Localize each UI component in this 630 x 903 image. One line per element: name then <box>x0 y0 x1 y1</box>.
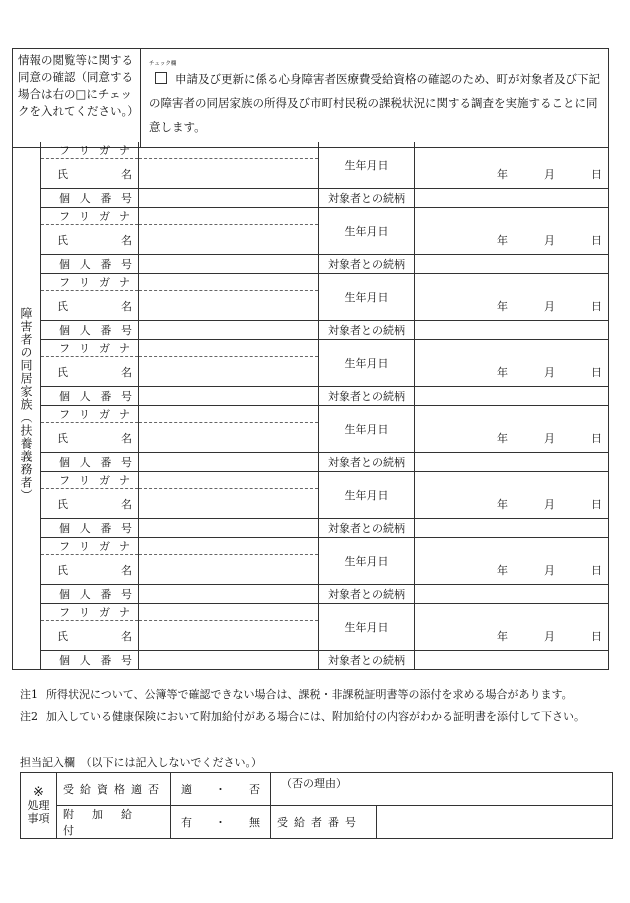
individual-number-label-char: 号 <box>120 522 132 535</box>
name-label-char: 名 <box>121 629 132 643</box>
date-unit: 日 <box>591 498 602 511</box>
individual-number-label-char: 番 <box>100 522 112 535</box>
individual-number-label-char: 個 <box>59 390 70 403</box>
processing-label <box>21 773 57 839</box>
extra-benefit-no: 無 <box>249 816 260 829</box>
family-member-furigana-row <box>13 604 609 621</box>
dob-field[interactable] <box>415 604 609 651</box>
name-label-char: 名 <box>121 497 132 511</box>
processing-label-line2: 事項 <box>27 812 50 825</box>
note-text: 加入している健康保険において附加給付がある場合には、附加給付の内容がわかる証明書を添付して下さい。 <box>46 710 585 723</box>
date-unit: 月 <box>544 564 555 577</box>
furigana-label-char: ガ <box>99 144 110 157</box>
furigana-label <box>41 142 139 159</box>
family-member-number-row <box>13 387 609 406</box>
individual-number-label-char: 号 <box>120 192 132 205</box>
consent-body <box>141 49 609 148</box>
individual-number-label-char: 番 <box>100 192 112 205</box>
individual-number-label-char: 人 <box>79 654 91 667</box>
furigana-label-char: フ <box>59 408 70 421</box>
family-member-number-row <box>13 585 609 604</box>
note-line <box>20 706 616 728</box>
date-unit: 日 <box>591 630 602 643</box>
furigana-label-char: フ <box>59 474 70 487</box>
furigana-field[interactable] <box>139 274 319 291</box>
family-side-label-text: 障害者の同居家族（扶養義務者） <box>19 306 33 502</box>
individual-number-label-char: 番 <box>100 324 112 337</box>
individual-number-label <box>41 585 139 604</box>
furigana-label-char: ナ <box>119 606 130 619</box>
furigana-label-char: フ <box>59 540 70 553</box>
furigana-label-char: ナ <box>119 210 130 223</box>
family-member-furigana-row <box>13 142 609 159</box>
reason-label: （否の理由） <box>281 777 347 790</box>
dob-label: 生年月日 <box>319 538 415 585</box>
date-unit: 年 <box>497 366 508 379</box>
individual-number-field[interactable] <box>139 453 319 472</box>
furigana-label <box>41 406 139 423</box>
notes <box>20 684 616 728</box>
name-label-char: 氏 <box>57 167 68 181</box>
individual-number-label-char: 人 <box>79 522 91 535</box>
name-label <box>41 225 139 255</box>
furigana-label-char: フ <box>59 144 70 157</box>
name-label-char: 氏 <box>57 299 68 313</box>
furigana-label-char: フ <box>59 606 70 619</box>
individual-number-label-char: 人 <box>79 192 91 205</box>
individual-number-field[interactable] <box>139 387 319 406</box>
furigana-label <box>41 340 139 357</box>
family-member-furigana-row <box>13 274 609 291</box>
individual-number-field[interactable] <box>139 255 319 274</box>
furigana-label-char: ナ <box>119 408 130 421</box>
family-member-number-row <box>13 189 609 208</box>
furigana-label-char: フ <box>59 210 70 223</box>
name-field[interactable] <box>139 357 319 387</box>
furigana-label-char: ガ <box>99 606 110 619</box>
furigana-label <box>41 472 139 489</box>
family-member-furigana-row <box>13 406 609 423</box>
individual-number-label-char: 号 <box>120 456 132 469</box>
relation-label: 対象者との続柄 <box>319 387 415 406</box>
furigana-label-char: ナ <box>119 276 130 289</box>
date-unit: 年 <box>497 234 508 247</box>
eligibility-choices[interactable] <box>171 773 271 806</box>
furigana-label-char: ガ <box>99 540 110 553</box>
office-use-title: 担当記入欄 （以下には記入しないでください。） <box>20 756 262 769</box>
family-member-number-row <box>13 651 609 670</box>
family-member-number-row <box>13 453 609 472</box>
date-unit: 月 <box>544 168 555 181</box>
relation-field[interactable] <box>415 387 609 406</box>
consent-text-block <box>149 67 602 139</box>
dob-label: 生年月日 <box>319 406 415 453</box>
date-unit: 月 <box>544 366 555 379</box>
individual-number-label-char: 番 <box>100 456 112 469</box>
dob-field[interactable] <box>415 274 609 321</box>
individual-number-label <box>41 189 139 208</box>
family-member-furigana-row <box>13 538 609 555</box>
processing-label-line1: 処理 <box>27 799 50 812</box>
furigana-label <box>41 538 139 555</box>
note-number: 注2 <box>20 710 38 723</box>
recipient-number-label: 受給者番号 <box>271 806 377 839</box>
furigana-label-char: ナ <box>119 474 130 487</box>
relation-field[interactable] <box>415 453 609 472</box>
date-unit: 月 <box>544 630 555 643</box>
individual-number-label <box>41 519 139 538</box>
date-unit: 日 <box>591 234 602 247</box>
check-caption: チェック欄 <box>149 61 177 67</box>
individual-number-label-char: 個 <box>59 588 70 601</box>
relation-label: 対象者との続柄 <box>319 453 415 472</box>
dob-label: 生年月日 <box>319 472 415 519</box>
individual-number-label <box>41 453 139 472</box>
individual-number-label-char: 号 <box>120 588 132 601</box>
name-label-char: 氏 <box>57 563 68 577</box>
furigana-label-char: ナ <box>119 144 130 157</box>
individual-number-label-char: 人 <box>79 588 91 601</box>
extra-benefit-dot: ・ <box>215 816 226 829</box>
furigana-label-char: フ <box>59 342 70 355</box>
dob-field[interactable] <box>415 142 609 189</box>
dob-label: 生年月日 <box>319 604 415 651</box>
furigana-label-char: リ <box>79 342 90 355</box>
individual-number-field[interactable] <box>139 519 319 538</box>
furigana-label-char: ガ <box>99 210 110 223</box>
date-unit: 日 <box>591 432 602 445</box>
individual-number-field[interactable] <box>139 321 319 340</box>
furigana-field[interactable] <box>139 472 319 489</box>
family-member-number-row <box>13 321 609 340</box>
name-label-char: 氏 <box>57 629 68 643</box>
furigana-label-char: リ <box>79 606 90 619</box>
name-label <box>41 423 139 453</box>
individual-number-label-char: 個 <box>59 258 70 271</box>
individual-number-label-char: 号 <box>120 390 132 403</box>
office-use-table <box>20 772 613 839</box>
individual-number-label-char: 番 <box>100 258 112 271</box>
name-field[interactable] <box>139 621 319 651</box>
family-table <box>12 142 609 670</box>
furigana-label-char: ナ <box>119 540 130 553</box>
name-label <box>41 291 139 321</box>
individual-number-label <box>41 321 139 340</box>
name-label-char: 氏 <box>57 431 68 445</box>
individual-number-label <box>41 387 139 406</box>
date-unit: 日 <box>591 300 602 313</box>
furigana-label-char: フ <box>59 276 70 289</box>
individual-number-label <box>41 255 139 274</box>
dob-field[interactable] <box>415 406 609 453</box>
name-label <box>41 357 139 387</box>
family-member-furigana-row <box>13 340 609 357</box>
date-unit: 月 <box>544 432 555 445</box>
name-label-char: 名 <box>121 299 132 313</box>
note-line <box>20 684 616 706</box>
individual-number-label-char: 個 <box>59 654 70 667</box>
name-label-char: 名 <box>121 563 132 577</box>
relation-label: 対象者との続柄 <box>319 651 415 670</box>
recipient-number-field[interactable] <box>377 806 613 839</box>
date-unit: 年 <box>497 630 508 643</box>
date-unit: 日 <box>591 168 602 181</box>
relation-label: 対象者との続柄 <box>319 519 415 538</box>
individual-number-label-char: 個 <box>59 456 70 469</box>
name-label-char: 名 <box>121 365 132 379</box>
date-unit: 年 <box>497 168 508 181</box>
furigana-label-char: ナ <box>119 342 130 355</box>
date-unit: 月 <box>544 498 555 511</box>
furigana-label-char: リ <box>79 408 90 421</box>
eligibility-dot: ・ <box>215 783 226 796</box>
extra-benefit-choices[interactable] <box>171 806 271 839</box>
dob-field[interactable] <box>415 538 609 585</box>
individual-number-label-char: 個 <box>59 522 70 535</box>
individual-number-label-char: 番 <box>100 588 112 601</box>
furigana-label <box>41 604 139 621</box>
family-side-label <box>13 142 41 670</box>
furigana-label <box>41 274 139 291</box>
date-unit: 年 <box>497 498 508 511</box>
relation-field[interactable] <box>415 519 609 538</box>
date-unit: 月 <box>544 300 555 313</box>
name-label-char: 名 <box>121 431 132 445</box>
individual-number-label-char: 個 <box>59 324 70 337</box>
dob-field[interactable] <box>415 472 609 519</box>
furigana-field[interactable] <box>139 406 319 423</box>
furigana-label-char: ガ <box>99 408 110 421</box>
name-field[interactable] <box>139 159 319 189</box>
family-member-furigana-row <box>13 208 609 225</box>
furigana-label-char: リ <box>79 540 90 553</box>
individual-number-label <box>41 651 139 670</box>
name-field[interactable] <box>139 489 319 519</box>
relation-label: 対象者との続柄 <box>319 189 415 208</box>
furigana-label-char: リ <box>79 474 90 487</box>
furigana-field[interactable] <box>139 208 319 225</box>
individual-number-field[interactable] <box>139 651 319 670</box>
consent-checkbox[interactable] <box>155 72 167 84</box>
furigana-field[interactable] <box>139 340 319 357</box>
dob-label: 生年月日 <box>319 274 415 321</box>
furigana-label <box>41 208 139 225</box>
furigana-label-char: リ <box>79 144 90 157</box>
consent-table <box>12 48 609 148</box>
individual-number-label-char: 番 <box>100 654 112 667</box>
family-member-furigana-row <box>13 472 609 489</box>
individual-number-label-char: 人 <box>79 390 91 403</box>
family-member-number-row <box>13 519 609 538</box>
relation-label: 対象者との続柄 <box>319 321 415 340</box>
dob-field[interactable] <box>415 340 609 387</box>
name-field[interactable] <box>139 225 319 255</box>
individual-number-label-char: 番 <box>100 390 112 403</box>
furigana-label-char: リ <box>79 276 90 289</box>
name-label-char: 氏 <box>57 365 68 379</box>
individual-number-label-char: 個 <box>59 192 70 205</box>
name-label-char: 名 <box>121 167 132 181</box>
relation-field[interactable] <box>415 585 609 604</box>
consent-text: 申請及び更新に係る心身障害者医療費受給資格の確認のため、町が対象者及び下記の障害者の同居家族の所得及び市町村民税の課税状況に関する調査を実施することに同意します。 <box>149 72 601 134</box>
individual-number-label-char: 号 <box>120 654 132 667</box>
date-unit: 日 <box>591 564 602 577</box>
dob-label: 生年月日 <box>319 208 415 255</box>
relation-field[interactable] <box>415 189 609 208</box>
reason-field[interactable] <box>271 773 613 806</box>
date-unit: 年 <box>497 432 508 445</box>
relation-label: 対象者との続柄 <box>319 255 415 274</box>
name-label <box>41 489 139 519</box>
relation-label: 対象者との続柄 <box>319 585 415 604</box>
processing-mark: ※ <box>33 785 44 800</box>
date-unit: 月 <box>544 234 555 247</box>
individual-number-label-char: 号 <box>120 324 132 337</box>
furigana-label-char: ガ <box>99 342 110 355</box>
family-member-number-row <box>13 255 609 274</box>
relation-field[interactable] <box>415 651 609 670</box>
furigana-label-char: ガ <box>99 474 110 487</box>
note-number: 注1 <box>20 688 38 701</box>
individual-number-label-char: 号 <box>120 258 132 271</box>
name-label-char: 名 <box>121 233 132 247</box>
furigana-field[interactable] <box>139 538 319 555</box>
individual-number-field[interactable] <box>139 189 319 208</box>
name-label-char: 氏 <box>57 233 68 247</box>
extra-benefit-label: 附加給付 <box>57 806 171 839</box>
name-label <box>41 621 139 651</box>
dob-label: 生年月日 <box>319 340 415 387</box>
eligibility-label: 受給資格適否 <box>57 773 171 806</box>
name-field[interactable] <box>139 423 319 453</box>
eligibility-no: 否 <box>249 783 260 796</box>
name-label-char: 氏 <box>57 497 68 511</box>
extra-benefit-yes: 有 <box>181 816 192 829</box>
note-text: 所得状況について、公簿等で確認できない場合は、課税・非課税証明書等の添付を求める場合があります。 <box>46 688 573 701</box>
date-unit: 年 <box>497 300 508 313</box>
consent-label: 情報の閲覧等に関する同意の確認（同意する場合は右の□にチェックを入れてください。） <box>13 49 141 148</box>
individual-number-label-char: 人 <box>79 324 91 337</box>
dob-field[interactable] <box>415 208 609 255</box>
relation-field[interactable] <box>415 321 609 340</box>
date-unit: 年 <box>497 564 508 577</box>
name-label <box>41 555 139 585</box>
name-field[interactable] <box>139 291 319 321</box>
individual-number-field[interactable] <box>139 585 319 604</box>
eligibility-yes: 適 <box>181 783 192 796</box>
furigana-field[interactable] <box>139 142 319 159</box>
dob-label: 生年月日 <box>319 142 415 189</box>
relation-field[interactable] <box>415 255 609 274</box>
furigana-label-char: リ <box>79 210 90 223</box>
date-unit: 日 <box>591 366 602 379</box>
name-label <box>41 159 139 189</box>
furigana-label-char: ガ <box>99 276 110 289</box>
furigana-field[interactable] <box>139 604 319 621</box>
individual-number-label-char: 人 <box>79 258 91 271</box>
individual-number-label-char: 人 <box>79 456 91 469</box>
name-field[interactable] <box>139 555 319 585</box>
